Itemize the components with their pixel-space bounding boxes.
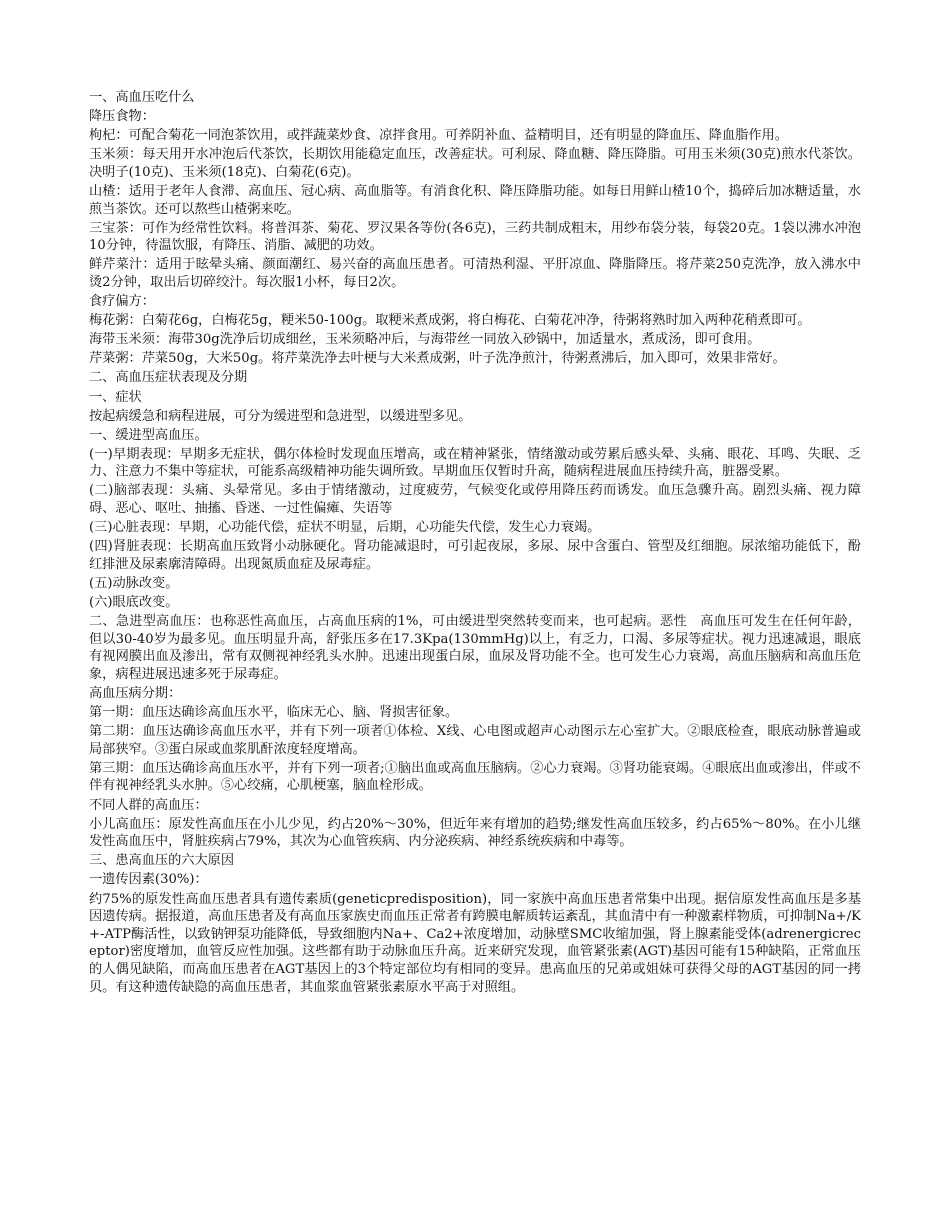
paragraph-fundus-change: (六)眼底改变。 xyxy=(89,595,179,611)
paragraph-goji: 枸杞：可配合菊花一同泡茶饮用，或拌蔬菜炒食、凉拌食用。可养阴补血、益精明目，还有明显的降血压、降血脂作用。 xyxy=(89,128,788,144)
paragraph-malignant-type: 二、急进型高血压：也称恶性高血压，占高血压病的1%，可由缓进型突然转变而来，也可起病。恶性 高血压可发生在任何年龄，但以30-40岁为最多见。血压明显升高，舒张压多在17.3Kpa(130mmHg)以上，有乏力，口渴、多尿等症状。视力迅速减退，眼底有视网膜出血及渗出，常有双侧视神经乳头水肿。迅速出现蛋白尿，血尿及肾功能不全。也可发生心力衰竭，高血压脑病和高血压危象，病程进展迅速多死于尿毒症。 xyxy=(89,614,861,682)
heading-what-to-eat: 一、高血压吃什么 xyxy=(89,90,195,105)
subheading-genetic: 一遗传因素(30%)： xyxy=(89,872,208,888)
paragraph-stage-one: 第一期：血压达确诊高血压水平，临床无心、脑、肾损害征象。 xyxy=(89,705,459,721)
paragraph-kelp-corn-silk: 海带玉米须：海带30g洗净后切成细丝，玉米须略冲后，与海带丝一同放入砂锅中，加适量水，煮成汤，即可食用。 xyxy=(89,332,761,348)
paragraph-hawthorn: 山楂：适用于老年人食滞、高血压、冠心病、高血脂等。有消食化积、降压降脂功能。如每日用鲜山楂10个，捣碎后加冰糖适量，水煎当茶饮。还可以熬些山楂粥来吃。 xyxy=(89,183,861,217)
paragraph-corn-silk: 玉米须：每天用开水冲泡后代茶饮，长期饮用能稳定血压，改善症状。可利尿、降血糖、降压降脂。可用玉米须(30克)煎水代茶饮。决明子(10克)、玉米须(18克)、白菊花(6克)。 xyxy=(89,147,861,180)
paragraph-celery-porridge: 芹菜粥：芹菜50g，大米50g。将芹菜洗净去叶梗与大米煮成粥，叶子洗净煎汁，待粥煮沸后，加入即可，效果非常好。 xyxy=(89,351,786,367)
subheading-hypotensive-foods: 降压食物： xyxy=(89,109,155,125)
subheading-staging: 高血压病分期： xyxy=(89,686,182,701)
paragraph-kidney-signs: (四)肾脏表现：长期高血压致肾小动脉硬化。肾功能减退时，可引起夜尿，多尿、尿中含蛋白、管型及红细胞。尿浓缩功能低下，酚红排泄及尿素廓清障碍。出现氮质血症及尿毒症。 xyxy=(89,539,861,572)
heading-symptoms-stages: 二、高血压症状表现及分期 xyxy=(89,370,248,386)
paragraph-stage-two: 第二期：血压达确诊高血压水平，并有下列一项者①体检、X线、心电图或超声心动图示左心室扩大。②眼底检查，眼底动脉普遍或局部狭窄。③蛋白尿或血浆肌酐浓度轻度增高。 xyxy=(89,724,861,757)
subheading-populations: 不同人群的高血压： xyxy=(89,797,208,813)
paragraph-plum-porridge: 梅花粥：白菊花6g，白梅花5g，粳米50-100g。取粳米煮成粥，将白梅花、白菊花冲净，待粥将熟时加入两种花稍煮即可。 xyxy=(89,313,811,329)
paragraph-pediatric: 小儿高血压：原发性高血压在小儿少见，约占20%～30%，但近年来有增加的趋势;继发性高血压较多，约占65%～80%。在小儿继发性高血压中，肾脏疾病占79%，其次为心血管疾病、内分泌疾病、神经系统疾病和中毒等。 xyxy=(89,816,861,850)
subheading-symptoms: 一、症状 xyxy=(89,389,142,405)
subheading-diet-remedies: 食疗偏方： xyxy=(89,294,155,310)
paragraph-sanbao-tea: 三宝茶：可作为经常性饮料。将普洱茶、菊花、罗汉果各等份(各6克)，三药共制成粗末，用纱布袋分装，每袋20克。1袋以沸水冲泡10分钟，待温饮服，有降压、消脂、减肥的功效。 xyxy=(89,220,861,254)
paragraph-stage-three: 第三期：血压达确诊高血压水平，并有下列一项者;①脑出血或高血压脑病。②心力衰竭。③肾功能衰竭。④眼底出血或渗出，伴或不伴有视神经乳头水肿。⑤心绞痛，心肌梗塞，脑血栓形成。 xyxy=(89,760,861,794)
paragraph-celery-juice: 鲜芹菜汁：适用于眩晕头痛、颜面潮红、易兴奋的高血压患者。可清热利湿、平肝凉血、降脂降压。将芹菜250克洗净，放入沸水中烫2分钟，取出后切碎绞汁。每次服1小杯，每日2次。 xyxy=(89,257,861,290)
paragraph-genetic-detail: 约75%的原发性高血压患者具有遗传素质(geneticpredisposition)，同一家族中高血压患者常集中出现。据信原发性高血压是多基因遗传病。据报道，高血压患者及有高血压家族史而血压正常者有跨膜电解质转运紊乱，其血清中有一种激素样物质，可抑制Na+/K+-ATP酶活性，以致钠钾泵功能降低，导致细胞内Na+、Ca2+浓度增加，动脉壁SMC收缩加强，肾上腺素能受体(adrenergicreceptor)密度增加，血管反应性加强。这些都有助于动脉血压升高。近来研究发现，血管紧张素(AGT)基因可能有15种缺陷，正常血压的人偶见缺陷，而高血压患者在AGT基因上的3个特定部位均有相同的变异。患高血压的兄弟或姐妹可获得父母的AGT基因的同一拷贝。有这种遗传缺隐的高血压患者，其血浆血管紧张素原水平高于对照组。 xyxy=(89,891,861,995)
paragraph-artery-change: (五)动脉改变。 xyxy=(89,575,179,591)
heading-six-causes: 三、患高血压的六大原因 xyxy=(89,853,235,869)
paragraph-brain-signs: (二)脑部表现：头痛、头晕常见。多由于情绪激动，过度疲劳，气候变化或停用降压药而诱发。血压急骤升高。剧烈头痛、视力障碍、恶心、呕吐、抽搐、昏迷、一过性偏瘫、失语等 xyxy=(89,483,861,517)
subheading-slow-type: 一、缓进型高血压。 xyxy=(89,427,208,443)
paragraph-early-signs: (一)早期表现：早期多无症状，偶尔体检时发现血压增高，或在精神紧张，情绪激动或劳累后感头晕、头痛、眼花、耳鸣、失眠、乏力、注意力不集中等症状，可能系高级精神功能失调所致。早期血压仅暂时升高，随病程进展血压持续升高，脏器受累。 xyxy=(89,446,861,480)
paragraph-classification: 按起病缓急和病程进展，可分为缓进型和急进型，以缓进型多见。 xyxy=(89,408,472,424)
document-body xyxy=(89,89,861,996)
paragraph-heart-signs: (三)心脏表现：早期，心功能代偿，症状不明显，后期，心功能失代偿，发生心力衰竭。 xyxy=(89,520,601,536)
